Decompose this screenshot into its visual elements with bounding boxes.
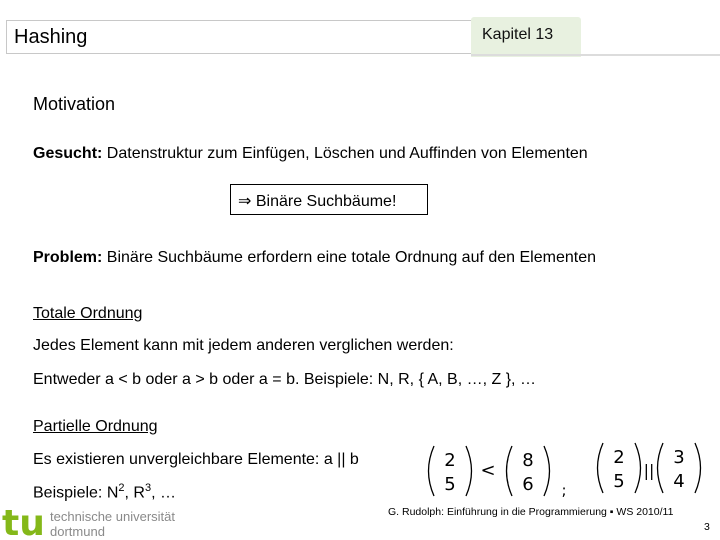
logo-line-2: dortmund bbox=[50, 524, 105, 539]
m4-left-paren bbox=[658, 443, 664, 493]
problem-line bbox=[33, 249, 596, 267]
page-number: 3 bbox=[704, 521, 710, 533]
m3-top: 2 bbox=[613, 447, 625, 468]
searched-text: Datenstruktur zum Einfügen, Löschen und Auffinden von Elementen bbox=[102, 145, 588, 162]
partial-examples-mid: , R bbox=[124, 484, 145, 502]
m4-right-paren bbox=[695, 443, 701, 493]
separator: ; bbox=[561, 481, 567, 499]
problem-text: Binäre Suchbäume erfordern eine totale Ordnung auf den Elementen bbox=[102, 249, 596, 266]
m3-left-paren bbox=[598, 443, 604, 493]
footer-credit: G. Rudolph: Einführung in die Programmierung ▪ WS 2010/11 bbox=[388, 506, 674, 518]
m2-top: 8 bbox=[522, 450, 534, 471]
partial-order-title: Partielle Ordnung bbox=[33, 418, 158, 435]
m1-left-paren bbox=[429, 446, 435, 496]
partial-examples-suffix: , … bbox=[151, 484, 176, 502]
searched-label: Gesucht: bbox=[33, 145, 103, 162]
total-order-line1: Jedes Element kann mit jedem anderen verglichen werden: bbox=[33, 337, 454, 354]
partial-sup-2: 2 bbox=[118, 482, 125, 494]
m1-top: 2 bbox=[444, 450, 456, 471]
problem-label: Problem: bbox=[33, 249, 103, 266]
m2-right-paren bbox=[544, 446, 550, 496]
tu-dortmund-logo bbox=[0, 502, 200, 540]
logo-line-1: technische universität bbox=[50, 509, 176, 524]
searched-line bbox=[33, 145, 588, 163]
total-order-line2: Entweder a < b oder a > b oder a = b. Beispiele: N, R, { A, B, …, Z }, … bbox=[33, 371, 536, 388]
conclusion-text: ⇒ Binäre Suchbäume! bbox=[238, 193, 397, 210]
rel-less-than: < bbox=[480, 460, 496, 481]
slide-heading: Motivation bbox=[33, 94, 116, 114]
partial-sup-3: 3 bbox=[144, 482, 152, 494]
partial-order-line1: Es existieren unvergleichbare Elemente: a || b bbox=[33, 451, 359, 468]
header-rule bbox=[471, 54, 720, 56]
m4-top: 3 bbox=[673, 447, 685, 468]
slide-section-title: Hashing bbox=[14, 26, 88, 48]
partial-examples-prefix: Beispiele: N bbox=[33, 484, 119, 502]
m3-bottom: 5 bbox=[613, 471, 625, 492]
chapter-label: Kapitel 13 bbox=[482, 26, 554, 43]
partial-order-examples bbox=[33, 482, 176, 502]
m2-bottom: 6 bbox=[522, 474, 534, 495]
vector-comparison-formula bbox=[420, 440, 710, 502]
m1-bottom: 5 bbox=[444, 474, 456, 495]
total-order-title: Totale Ordnung bbox=[33, 305, 143, 322]
m1-right-paren bbox=[466, 446, 472, 496]
rel-incomparable: || bbox=[643, 461, 655, 480]
m3-right-paren bbox=[635, 443, 641, 493]
m4-bottom: 4 bbox=[673, 471, 685, 492]
m2-left-paren bbox=[507, 446, 513, 496]
logo-mark: tu bbox=[2, 503, 45, 540]
